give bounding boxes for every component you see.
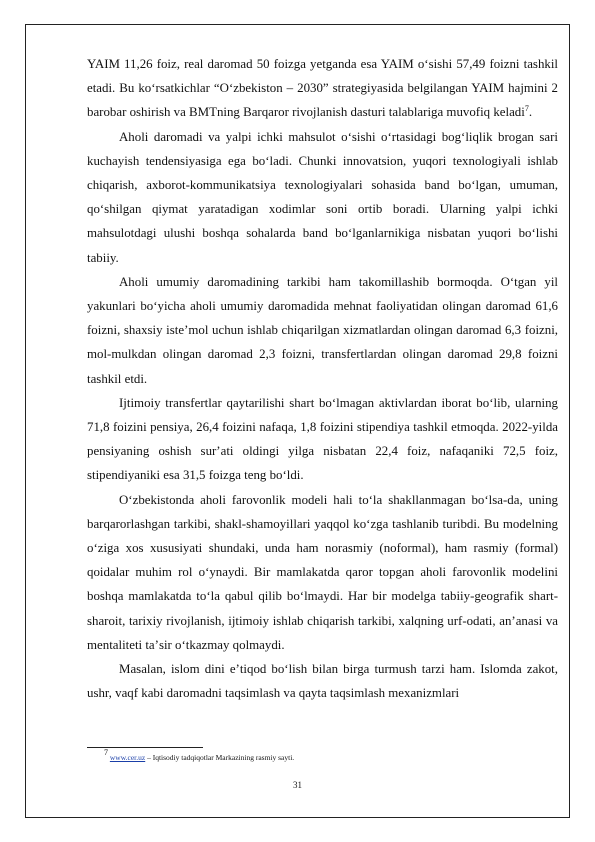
paragraph-6: Masalan, islom dini eʼtiqod bo‘lish bilan birga turmush tarzi ham. Islomda zakot, ushr, vaqf kabi daromadni taqsimlash va qayta taqsimlash mexanizmlari — [87, 662, 558, 701]
page-number: 31 — [293, 780, 302, 790]
paragraph-1: YAIM 11,26 foiz, real daromad 50 foizga yetganda esa YAIM o‘sishi 57,49 foizni tashkil etadi. Bu ko‘rsatkichlar “O‘zbekiston – 2030” strategiyasida belgilangan YAIM hajmini 2 barobar oshirish va BMTning Barqaror rivojlanish dasturi talablariga muvofiq keladi$^7$. — [87, 57, 558, 120]
paragraph-5: O‘zbekistonda aholi farovonlik modeli hali to‘la shakllanmagan bo‘lsa-da, uning barqarorlashgan tarkibi, shakl-shamoyillari yaqqol ko‘zga tashlanib turibdi. Bu modelning o‘ziga xos xususiyati shundaki, unda ham norasmiy (noformal), ham rasmiy (formal) qoidalar muhim rol o‘ynaydi. Bir mamlakatda qaror topgan aholi farovonlik modelini boshqa mamlakatda to‘la qabul qilib bo‘lmaydi. Har bir modelga tabiiy-geografik shart-sharoit, tarixiy rivojlanish, ijtimoiy ishlab chiqarish tarkibi, xalqning urf-odati, anʼanasi va mentaliteti taʼsir o‘tkazmay qolmaydi. — [87, 492, 558, 652]
footnote-number: 7 — [104, 748, 108, 757]
paragraph-2: Aholi daromadi va yalpi ichki mahsulot o‘sishi o‘rtasidagi bog‘liqlik brogan sari kuchayish tendensiyasiga ega bo‘ladi. Chunki innovatsion, yuqori texnologiyali ishlab chiqarish, axborot-kommunikatsiya texnologiyalari sohasida band bo‘lgan, umuman, qo‘shilgan qiymat yaratadigan xodimlar soni ortib boradi. Ularning yalpi ichki mahsulotdagi ulushi boshqa sohalarda band bo‘lganlarnikiga nisbatan yuqori bo‘lishi tabiiy. — [87, 129, 558, 265]
document-body — [87, 52, 558, 705]
footnote-link[interactable]: www.cer.uz — [109, 753, 146, 762]
footnote-text: – Iqtisodiy tadqiqotlar Markazining rasmiy sayti. — [145, 753, 295, 762]
footnote — [87, 748, 558, 764]
footnote-reference[interactable]: 7 — [524, 104, 529, 114]
paragraph-3: Aholi umumiy daromadining tarkibi ham takomillashib bormoqda. O‘tgan yil yakunlari bo‘yicha aholi umumiy daromadida mehnat faoliyatidan olingan daromad 61,6 foizni, shaxsiy isteʼmol uchun ishlab chiqarilgan xizmatlardan olingan daromad 6,3 foizni, mol-mulkdan olingan daromad 2,3 foizni, transfertlardan olingan daromad 29,8 foizni tashkil etdi. — [87, 274, 558, 386]
paragraph-4: Ijtimoiy transfertlar qaytarilishi shart bo‘lmagan aktivlardan iborat bo‘lib, ularning 71,8 foizini pensiya, 26,4 foizini nafaqa, 1,8 foizini stipendiya tashkil etmoqda. 2022-yilda pensiyaning oshish surʼati oldingi yilga nisbatan 22,4 foiz, nafaqaniki 72,5 foiz, stipendiyaniki esa 31,5 foizga teng bo‘ldi. — [87, 395, 558, 483]
